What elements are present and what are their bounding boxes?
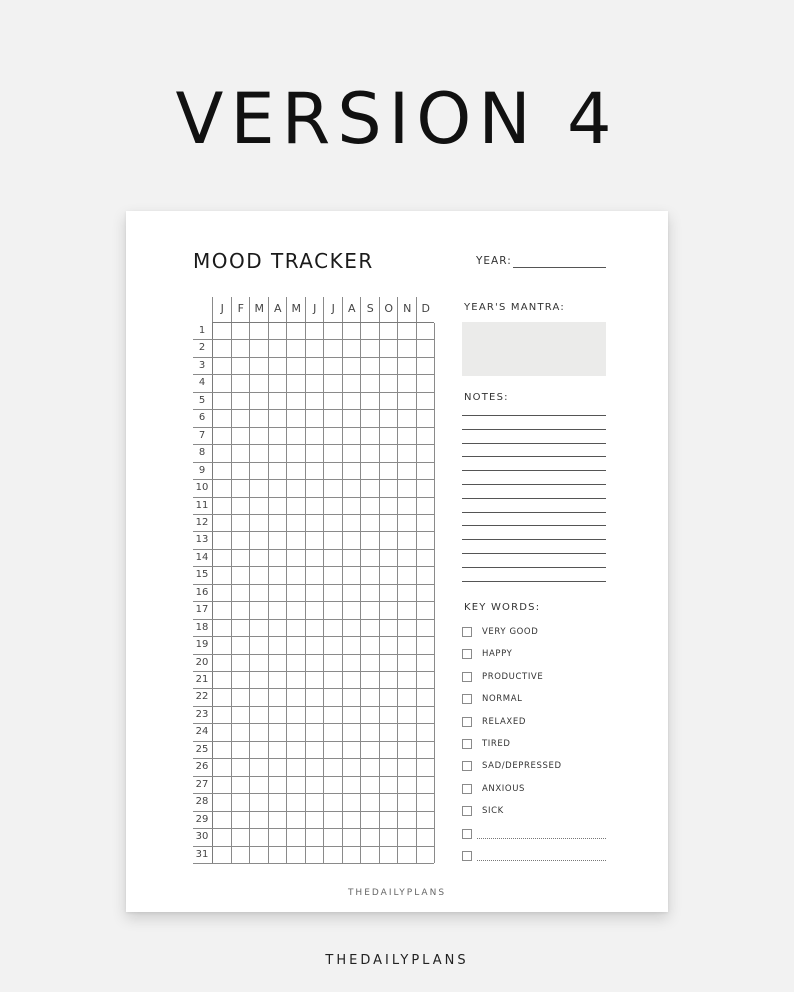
keyword-checkbox[interactable]: [462, 784, 472, 794]
day-number: 30: [195, 831, 209, 843]
day-number: 27: [195, 778, 209, 790]
keyword-checkbox[interactable]: [462, 672, 472, 682]
day-number: 12: [195, 516, 209, 528]
grid-row-line: [193, 776, 434, 777]
grid-column-line: [323, 323, 324, 863]
keyword-label: PRODUCTIVE: [482, 671, 544, 682]
keyword-checkbox[interactable]: [462, 717, 472, 727]
grid-column-line: [305, 323, 306, 863]
grid-row-line: [193, 688, 434, 689]
keyword-checkbox[interactable]: [462, 851, 472, 861]
grid-column-line: [342, 323, 343, 863]
note-line[interactable]: [462, 443, 606, 444]
year-field: [476, 254, 606, 268]
keywords-label: KEY WORDS:: [464, 602, 541, 613]
day-number: 26: [195, 761, 209, 773]
grid-row-line: [193, 706, 434, 707]
grid-row-line: [193, 497, 434, 498]
day-number: 23: [195, 708, 209, 720]
grid-row-line: [193, 863, 434, 864]
mood-grid-cells[interactable]: [212, 322, 434, 863]
keyword-item: [462, 717, 526, 727]
day-number: 22: [195, 691, 209, 703]
keyword-item: [462, 627, 538, 637]
grid-row-line: [193, 811, 434, 812]
grid-row-line: [193, 479, 434, 480]
year-label: YEAR:: [476, 255, 512, 267]
sheet-title: MOOD TRACKER: [193, 249, 374, 273]
day-number: 24: [195, 726, 209, 738]
day-number: 6: [198, 412, 206, 424]
day-number: 18: [195, 621, 209, 633]
day-number: 10: [195, 482, 209, 494]
day-number: 15: [195, 569, 209, 581]
grid-column-line: [379, 323, 380, 863]
grid-row-line: [193, 793, 434, 794]
keyword-label: SAD/DEPRESSED: [482, 761, 562, 772]
grid-row-line: [193, 601, 434, 602]
keyword-label: TIRED: [482, 739, 511, 749]
month-header: A: [342, 297, 362, 322]
keyword-item: [462, 649, 512, 659]
grid-column-line: [286, 323, 287, 863]
grid-column-line: [231, 323, 232, 863]
grid-row-line: [193, 409, 434, 410]
grid-row-line: [193, 654, 434, 655]
page-title: VERSION 4: [175, 78, 619, 160]
keyword-label: RELAXED: [482, 716, 526, 727]
keyword-item: [462, 806, 504, 816]
note-line[interactable]: [462, 512, 606, 513]
day-number: 31: [195, 848, 209, 860]
grid-row-line: [193, 374, 434, 375]
month-header: J: [212, 297, 232, 322]
keyword-label: ANXIOUS: [482, 783, 526, 794]
grid-row-line: [193, 636, 434, 637]
page-footer-brand: THEDAILYPLANS: [325, 953, 469, 968]
keyword-checkbox[interactable]: [462, 829, 472, 839]
note-line[interactable]: [462, 525, 606, 526]
day-number: 5: [198, 394, 206, 406]
day-number: 13: [195, 534, 209, 546]
grid-row-line: [193, 671, 434, 672]
day-number: 28: [195, 796, 209, 808]
month-header: F: [231, 297, 251, 322]
grid-column-line: [397, 323, 398, 863]
month-header: N: [397, 297, 417, 322]
note-line[interactable]: [462, 484, 606, 485]
keyword-label: HAPPY: [482, 649, 513, 660]
sheet-footer-brand: THEDAILYPLANS: [347, 888, 447, 898]
day-number: 9: [198, 464, 206, 476]
grid-column-line: [249, 323, 250, 863]
day-number: 25: [195, 743, 209, 755]
note-line[interactable]: [462, 581, 606, 582]
keyword-item: [462, 761, 562, 771]
day-number: 4: [198, 377, 206, 389]
keyword-label: SICK: [482, 806, 504, 817]
note-line[interactable]: [462, 567, 606, 568]
grid-row-line: [193, 846, 434, 847]
keyword-item: [462, 739, 511, 749]
day-number: 16: [195, 586, 209, 598]
day-number: 20: [195, 656, 209, 668]
note-line[interactable]: [462, 498, 606, 499]
keyword-checkbox[interactable]: [462, 806, 472, 816]
note-line[interactable]: [462, 456, 606, 457]
keyword-checkbox[interactable]: [462, 627, 472, 637]
day-number: 2: [198, 342, 206, 354]
month-header: O: [379, 297, 399, 322]
mantra-label: YEAR'S MANTRA:: [464, 302, 565, 313]
notes-label: NOTES:: [464, 392, 509, 403]
day-number: 21: [195, 674, 209, 685]
grid-column-line: [416, 323, 417, 863]
grid-row-line: [193, 357, 434, 358]
note-line[interactable]: [462, 470, 606, 471]
grid-row-line: [193, 619, 434, 620]
grid-row-line: [193, 339, 434, 340]
year-input-line[interactable]: [513, 256, 606, 268]
grid-row-line: [193, 392, 434, 393]
month-header: M: [286, 297, 306, 322]
grid-row-line: [193, 758, 434, 759]
mantra-box[interactable]: [462, 322, 606, 376]
month-header: M: [249, 297, 269, 322]
planner-sheet: [126, 211, 668, 912]
keyword-item: [462, 672, 543, 682]
grid-row-line: [193, 531, 434, 532]
grid-row-line: [193, 828, 434, 829]
keyword-item: [462, 694, 522, 704]
grid-row-line: [193, 427, 434, 428]
grid-row-line: [193, 514, 434, 515]
month-header: J: [305, 297, 325, 322]
day-number: 14: [195, 551, 209, 563]
day-number: 8: [198, 447, 206, 459]
keyword-checkbox[interactable]: [462, 761, 472, 771]
grid-row-line: [193, 444, 434, 445]
keyword-item: [462, 784, 525, 794]
grid-row-line: [193, 723, 434, 724]
grid-row-line: [193, 462, 434, 463]
grid-row-line: [193, 584, 434, 585]
grid-row-line: [193, 549, 434, 550]
note-line[interactable]: [462, 429, 606, 430]
grid-row-line: [193, 566, 434, 567]
grid-column-line: [268, 323, 269, 863]
keyword-label: VERY GOOD: [482, 627, 539, 637]
day-number: 19: [195, 639, 209, 651]
blank-keyword-line[interactable]: [477, 860, 606, 861]
keyword-label: NORMAL: [482, 694, 523, 705]
blank-keyword-line[interactable]: [477, 838, 606, 839]
note-line[interactable]: [462, 539, 606, 540]
grid-column-line: [434, 323, 435, 863]
keyword-checkbox[interactable]: [462, 739, 472, 749]
day-number: 1: [198, 325, 206, 336]
note-line[interactable]: [462, 553, 606, 554]
day-number: 17: [195, 604, 209, 616]
note-line[interactable]: [462, 415, 606, 416]
month-header: D: [416, 297, 436, 322]
keyword-checkbox[interactable]: [462, 694, 472, 704]
day-number: 7: [198, 429, 206, 441]
month-header: A: [268, 297, 288, 322]
day-number: 11: [195, 499, 209, 511]
month-header: J: [323, 297, 343, 322]
grid-column-line: [360, 323, 361, 863]
day-number: 29: [195, 813, 209, 825]
keyword-checkbox[interactable]: [462, 649, 472, 659]
month-header: S: [360, 297, 380, 322]
day-number: 3: [198, 359, 206, 371]
grid-row-line: [193, 741, 434, 742]
